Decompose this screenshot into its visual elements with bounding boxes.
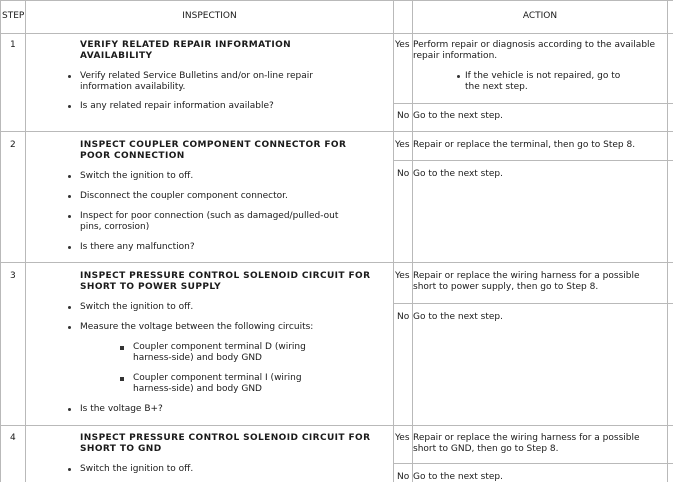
no-label: No xyxy=(397,472,410,482)
inspection-subitem: harness-side) and body GND xyxy=(133,353,262,363)
yes-action: Repair or replace the terminal, then go to Step 8. xyxy=(413,140,636,150)
inspection-item: Switch the ignition to off. xyxy=(80,171,194,181)
yes-action: Perform repair or diagnosis according to the available xyxy=(413,40,656,50)
yes-action: short to GND, then go to Step 8. xyxy=(413,444,559,454)
row-divider xyxy=(393,160,673,161)
row-divider xyxy=(393,303,673,304)
header-action: ACTION xyxy=(522,11,558,21)
step-title: SHORT TO GND xyxy=(80,444,162,454)
table-border-left xyxy=(0,0,1,482)
bullet-icon xyxy=(68,306,71,309)
header-inspection: INSPECTION xyxy=(182,11,237,21)
no-action: Go to the next step. xyxy=(413,472,503,482)
bullet-icon xyxy=(68,105,71,108)
header-step: STEP xyxy=(2,11,25,21)
bullet-icon xyxy=(457,75,460,78)
bullet-icon xyxy=(68,246,71,249)
no-label: No xyxy=(397,111,410,121)
step-title: AVAILABILITY xyxy=(80,51,153,61)
bullet-icon xyxy=(68,468,71,471)
inspection-item: information availability. xyxy=(80,82,186,92)
yes-action-subitem: If the vehicle is not repaired, go to xyxy=(465,71,621,81)
row-divider xyxy=(393,463,673,464)
inspection-subitem: Coupler component terminal D (wiring xyxy=(133,342,306,352)
inspection-item: pins, corrosion) xyxy=(80,222,150,232)
bullet-icon xyxy=(68,408,71,411)
step-title: VERIFY RELATED REPAIR INFORMATION xyxy=(80,40,292,50)
yes-action: Repair or replace the wiring harness for a possible xyxy=(413,271,640,281)
yes-action: Repair or replace the wiring harness for a possible xyxy=(413,433,640,443)
inspection-item: Switch the ignition to off. xyxy=(80,464,194,474)
row-divider xyxy=(0,262,673,263)
yes-label: Yes xyxy=(395,271,410,281)
column-divider xyxy=(25,0,26,482)
yes-action: repair information. xyxy=(413,51,498,61)
inspection-item: Verify related Service Bulletins and/or on-line repair xyxy=(80,71,313,81)
step-number: 4 xyxy=(10,433,16,443)
no-action: Go to the next step. xyxy=(413,111,503,121)
inspection-item: Measure the voltage between the following circuits: xyxy=(80,322,314,332)
column-divider xyxy=(393,0,394,482)
row-divider xyxy=(0,425,673,426)
yes-action-subitem: the next step. xyxy=(465,82,528,92)
yes-action: short to power supply, then go to Step 8. xyxy=(413,282,599,292)
inspection-item: Switch the ignition to off. xyxy=(80,302,194,312)
no-label: No xyxy=(397,169,410,179)
step-title: INSPECT COUPLER COMPONENT CONNECTOR FOR xyxy=(80,140,347,150)
table-border-top xyxy=(0,0,673,1)
yes-label: Yes xyxy=(395,40,410,50)
inspection-item: Disconnect the coupler component connector. xyxy=(80,191,288,201)
inspection-subitem: Coupler component terminal I (wiring xyxy=(133,373,302,383)
yes-label: Yes xyxy=(395,140,410,150)
no-action: Go to the next step. xyxy=(413,312,503,322)
step-title: SHORT TO POWER SUPPLY xyxy=(80,282,222,292)
step-number: 3 xyxy=(10,271,16,281)
bullet-icon xyxy=(68,215,71,218)
bullet-icon xyxy=(68,175,71,178)
header-divider xyxy=(0,33,673,34)
step-number: 2 xyxy=(10,140,16,150)
inspection-item: Is the voltage B+? xyxy=(80,404,163,414)
inspection-item: Is any related repair information available? xyxy=(80,101,274,111)
bullet-icon xyxy=(68,75,71,78)
row-divider xyxy=(393,103,673,104)
step-title: POOR CONNECTION xyxy=(80,151,185,161)
step-title: INSPECT PRESSURE CONTROL SOLENOID CIRCUIT FOR xyxy=(80,271,371,281)
square-bullet-icon xyxy=(120,346,124,350)
bullet-icon xyxy=(68,326,71,329)
inspection-subitem: harness-side) and body GND xyxy=(133,384,262,394)
no-label: No xyxy=(397,312,410,322)
row-divider xyxy=(0,131,673,132)
table-border-right xyxy=(667,0,668,482)
inspection-item: Inspect for poor connection (such as damaged/pulled-out xyxy=(80,211,339,221)
column-divider xyxy=(412,0,413,482)
no-action: Go to the next step. xyxy=(413,169,503,179)
yes-label: Yes xyxy=(395,433,410,443)
step-title: INSPECT PRESSURE CONTROL SOLENOID CIRCUIT FOR xyxy=(80,433,371,443)
inspection-item: Is there any malfunction? xyxy=(80,242,195,252)
square-bullet-icon xyxy=(120,377,124,381)
bullet-icon xyxy=(68,195,71,198)
step-number: 1 xyxy=(10,40,16,50)
